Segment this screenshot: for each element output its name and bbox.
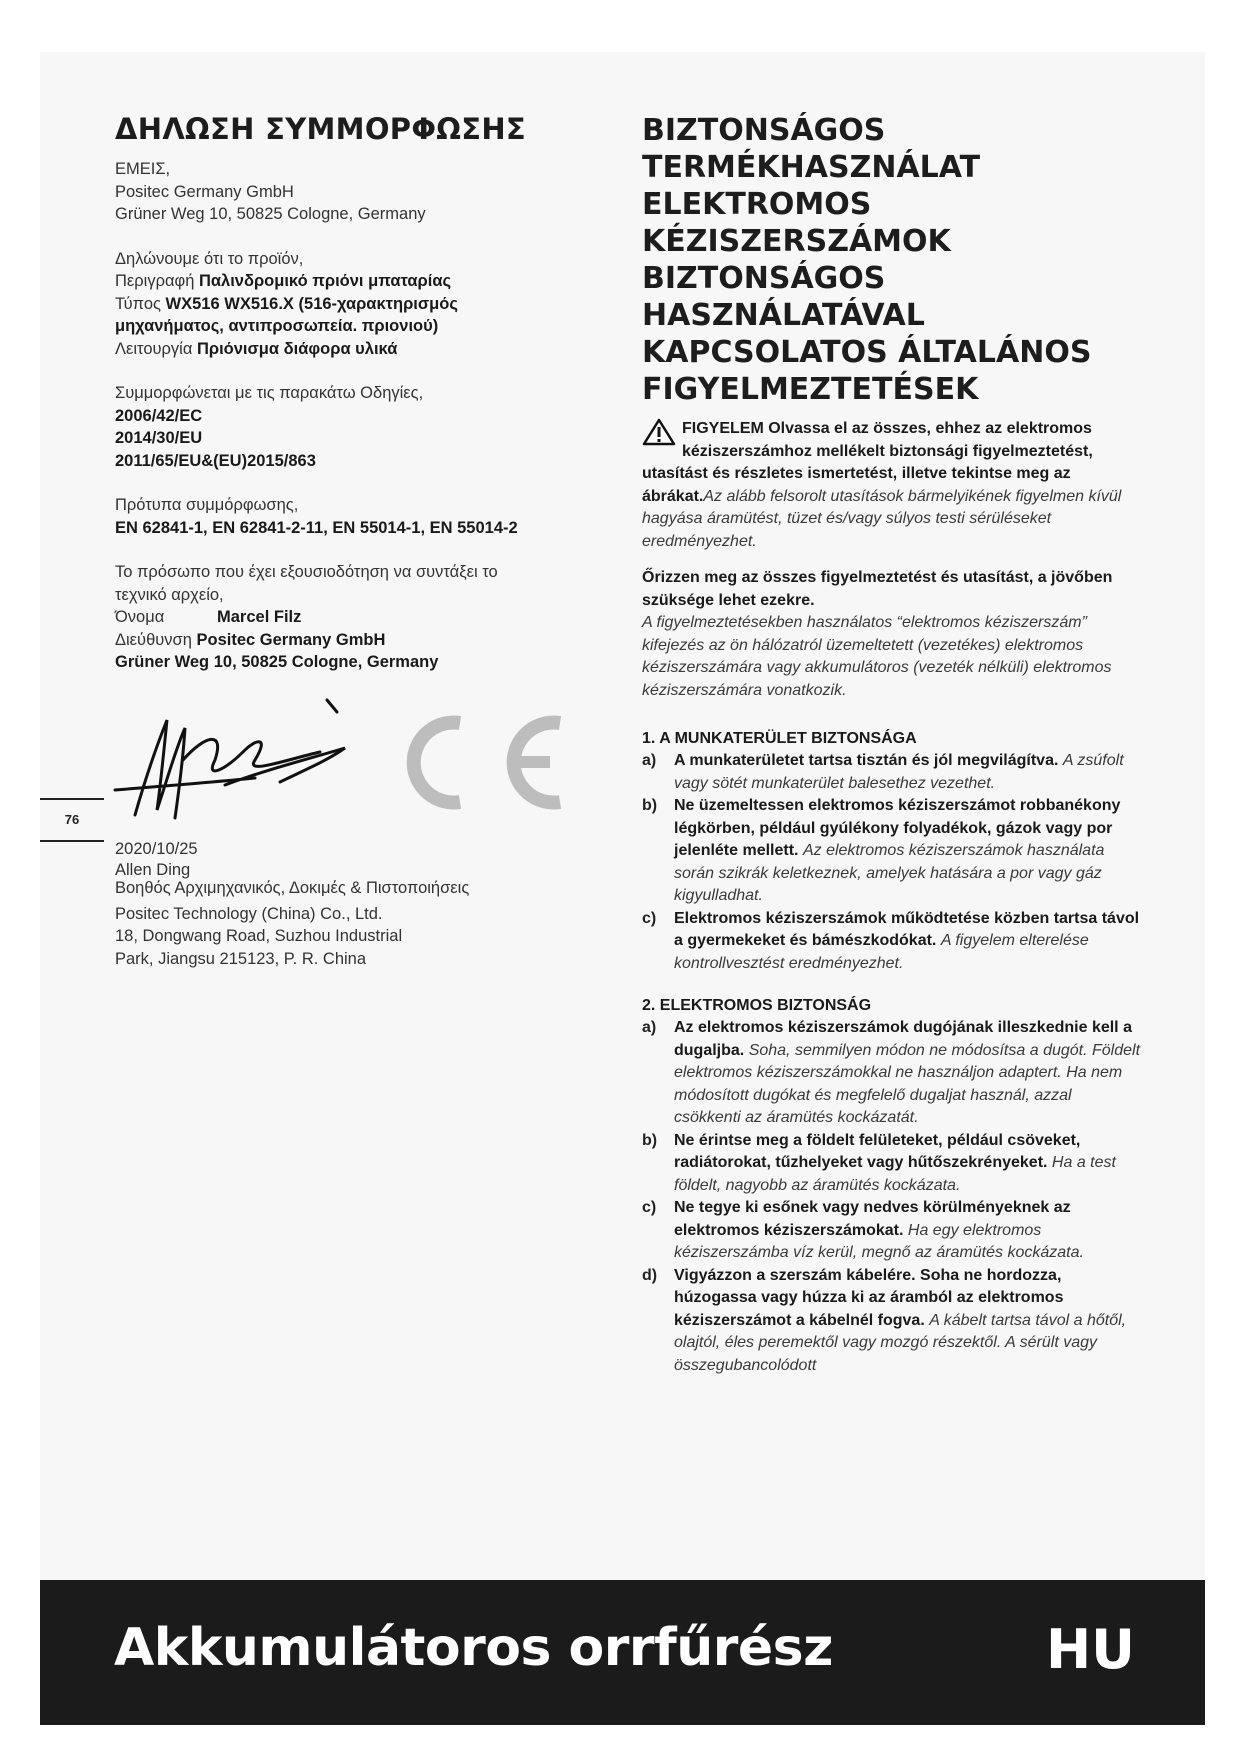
address-value: Positec Germany GmbH xyxy=(196,630,386,649)
list-item-bold: Ne tegye ki esőnek vagy nedves körülményeknek az elektromos kéziszerszámokat. xyxy=(674,1199,1071,1239)
footer-title: Akkumulátoros orrfűrész xyxy=(114,1618,833,1678)
declaration-date: 2020/10/25 xyxy=(115,840,198,858)
list-item xyxy=(642,750,1142,795)
description-row xyxy=(115,270,585,293)
list-item-bold: Elektromos kéziszerszámok működtetése közben tartsa távol a gyermekeket és bámészkodókat. xyxy=(674,909,1140,949)
list-item-letter: c) xyxy=(642,1199,657,1216)
address-value-cont: Grüner Weg 10, 50825 Cologne, Germany xyxy=(115,653,439,671)
list-item xyxy=(642,1265,1142,1378)
company-address: Grüner Weg 10, 50825 Cologne, Germany xyxy=(115,205,426,223)
standards-label: Πρότυπα συμμόρφωσης, xyxy=(115,496,299,514)
address-row xyxy=(115,629,585,652)
company-name: Positec Germany GmbH xyxy=(115,182,294,201)
list-item-italic: Soha, semmilyen módon ne módosítsa a dugót. Földelt elektromos kéziszerszámokkal ne használjon adaptert. Ha nem módosított dugókat és megfelelő dugaljat használ, azzal csökkenti az áramütés kockázatát. xyxy=(674,1041,1141,1126)
safety-title-line: BIZTONSÁGOS xyxy=(642,113,886,148)
conforms-line: Συμμορφώνεται με τις παρακάτω Οδηγίες, xyxy=(115,384,424,402)
keep-bold: Őrizzen meg az összes figyelmeztetést és utasítást, a jövőben szüksége lehet ezekre. xyxy=(642,569,1113,609)
declaration-title: ΔΗΛΩΣΗ ΣΥΜΜΟΡΦΩΣΗΣ xyxy=(115,112,527,146)
list-item-bold: Az elektromos kéziszerszámok dugójának illeszkednie kell a dugaljba. xyxy=(674,1019,1132,1059)
safety-title xyxy=(642,112,1142,408)
safety-title-line: HASZNÁLATÁVAL xyxy=(642,298,925,333)
list-item-bold: A munkaterületet tartsa tisztán és jól megvilágítva. xyxy=(674,752,1059,769)
we-line: ΕΜΕΙΣ, xyxy=(115,160,171,178)
name-row xyxy=(115,606,585,629)
authorized-line-1: Το πρόσωπο που έχει εξουσιοδότηση να συντάξει το xyxy=(115,563,498,581)
list-item-bold: Ne üzemeltessen elektromos kéziszerszámot robbanékony légkörben, például gyúlékony folyadékok, gázok vagy por jelenléte mellett. xyxy=(674,797,1121,859)
list-item-letter: c) xyxy=(642,909,657,927)
footer-bar xyxy=(40,1580,1205,1725)
list-item xyxy=(642,1017,1142,1130)
directive-1: 2006/42/EC xyxy=(115,406,203,425)
keep-italic: A figyelmeztetésekben használatos “elektromos kéziszerszám” kifejezés az ön hálózatról üzemeltetett (vezetékes) elektromos kéziszerszámára vagy akkumulátoros (vezeték nélküli) elektromos kéziszerszámára vonatkozik. xyxy=(642,614,1112,699)
safety-title-line: FIGYELMEZTETÉSEK xyxy=(642,372,979,407)
signature-image xyxy=(105,690,405,830)
safety-title-line: KAPCSOLATOS ÁLTALÁNOS xyxy=(642,335,1092,370)
signer-block xyxy=(115,838,565,970)
signer-role: Βοηθός Αρχιμηχανικός, Δοκιμές & Πιστοποιήσεις xyxy=(115,878,470,897)
safety-title-line: BIZTONSÁGOS xyxy=(642,261,886,296)
type-value: WX516 WX516.X (516-χαρακτηρισμός xyxy=(165,294,458,313)
manufacturer-address-1: 18, Dongwang Road, Suzhou Industrial xyxy=(115,927,403,945)
name-label: Όνομα xyxy=(115,608,165,626)
section-1-heading: 1. A MUNKATERÜLET BIZTONSÁGA xyxy=(642,730,917,747)
list-item xyxy=(642,1197,1142,1265)
list-item-letter: b) xyxy=(642,797,658,814)
section-2-heading: 2. ELEKTROMOS BIZTONSÁG xyxy=(642,997,872,1014)
section-1-list xyxy=(642,750,1142,975)
safety-title-line: TERMÉKHASZNÁLAT xyxy=(642,150,981,185)
type-row xyxy=(115,293,585,316)
warning-paragraph xyxy=(642,418,1142,553)
function-row xyxy=(115,338,585,361)
declaration-column xyxy=(115,112,585,674)
signer-name: Allen Ding xyxy=(115,860,191,879)
description-label: Περιγραφή xyxy=(115,272,195,290)
directive-2: 2014/30/EU xyxy=(115,429,203,447)
keep-paragraph xyxy=(642,567,1142,702)
type-label: Τύπος xyxy=(115,294,161,313)
language-code: HU xyxy=(1045,1618,1135,1681)
description-value: Παλινδρομικό πριόνι μπαταρίας xyxy=(198,272,452,290)
authorized-line-2: τεχνικό αρχείο, xyxy=(115,585,224,604)
safety-title-line: KÉZISZERSZÁMOK xyxy=(642,224,951,259)
manufacturer-address-2: Park, Jiangsu 215123, P. R. China xyxy=(115,949,367,968)
declare-line: Δηλώνουμε ότι το προϊόν, xyxy=(115,249,304,268)
warning-triangle-icon xyxy=(642,418,676,446)
list-item-italic: A kábelt tartsa távol a hőtől, olajtól, éles peremektől vagy mozgó részektől. A sérült vagy összegubancolódott xyxy=(674,1311,1127,1374)
function-label: Λειτουργία xyxy=(115,339,193,358)
warning-italic: Az alább felsorolt utasítások bármelyikének figyelmen kívül hagyása áramütést, tüzet és/vagy súlyos testi sérüléseket eredményezhet. xyxy=(642,487,1122,550)
section-2-list xyxy=(642,1017,1142,1377)
page-number: 76 xyxy=(40,798,104,842)
list-item xyxy=(642,795,1142,908)
function-value: Πριόνισμα διάφορα υλικά xyxy=(196,339,398,358)
list-item xyxy=(642,1130,1142,1198)
safety-title-line: ELEKTROMOS xyxy=(642,187,872,222)
list-item-italic: Ha a test földelt, nagyobb az áramütés kockázata. xyxy=(674,1154,1116,1194)
type-value-cont: μηχανήματος, αντιπροσωπεία. πριονιού) xyxy=(115,317,439,335)
list-item-letter: a) xyxy=(642,1019,657,1036)
list-item xyxy=(642,908,1142,976)
standards-list: EN 62841-1, EN 62841-2-11, EN 55014-1, EN 55014-2 xyxy=(115,518,518,537)
list-item-italic: Az elektromos kéziszerszámok használata során szikrák keletkeznek, amelyek hatására a por vagy gáz kigyulladhat. xyxy=(674,842,1105,904)
directive-3: 2011/65/EU&(EU)2015/863 xyxy=(115,451,316,470)
list-item-bold: Ne érintse meg a földelt felületeket, például csöveket, radiátorokat, tűzhelyeket vagy hűtőszekrényeket. xyxy=(674,1131,1081,1171)
list-item-italic: A figyelem elterelése kontrollvesztést eredményezhet. xyxy=(674,932,1089,972)
list-item-italic: Ha egy elektromos kéziszerszámba víz kerül, megnő az áramütés kockázata. xyxy=(674,1221,1084,1261)
list-item-letter: d) xyxy=(642,1266,658,1284)
list-item-italic: A zsúfolt vagy sötét munkaterület balesethez vezethet. xyxy=(674,752,1124,792)
list-item-bold: Vigyázzon a szerszám kábelére. Soha ne hordozza, húzogassa vagy húzza ki az áramból az elektromos kéziszerszámot a kábelnél fogva. xyxy=(674,1266,1064,1329)
manufacturer-name: Positec Technology (China) Co., Ltd. xyxy=(115,904,383,923)
warning-bold: FIGYELEM Olvassa el az összes, ehhez az elektromos kéziszerszámhoz mellékelt biztonsági figyelmeztetést, utasítást és részletes ismertetést, illetve tekintse meg az ábrákat. xyxy=(642,420,1093,505)
ce-mark-icon xyxy=(400,705,570,820)
name-value: Marcel Filz xyxy=(217,608,302,626)
list-item-letter: b) xyxy=(642,1131,658,1149)
address-label: Διεύθυνση xyxy=(115,630,192,649)
safety-column xyxy=(642,112,1142,1377)
list-item-letter: a) xyxy=(642,752,657,769)
